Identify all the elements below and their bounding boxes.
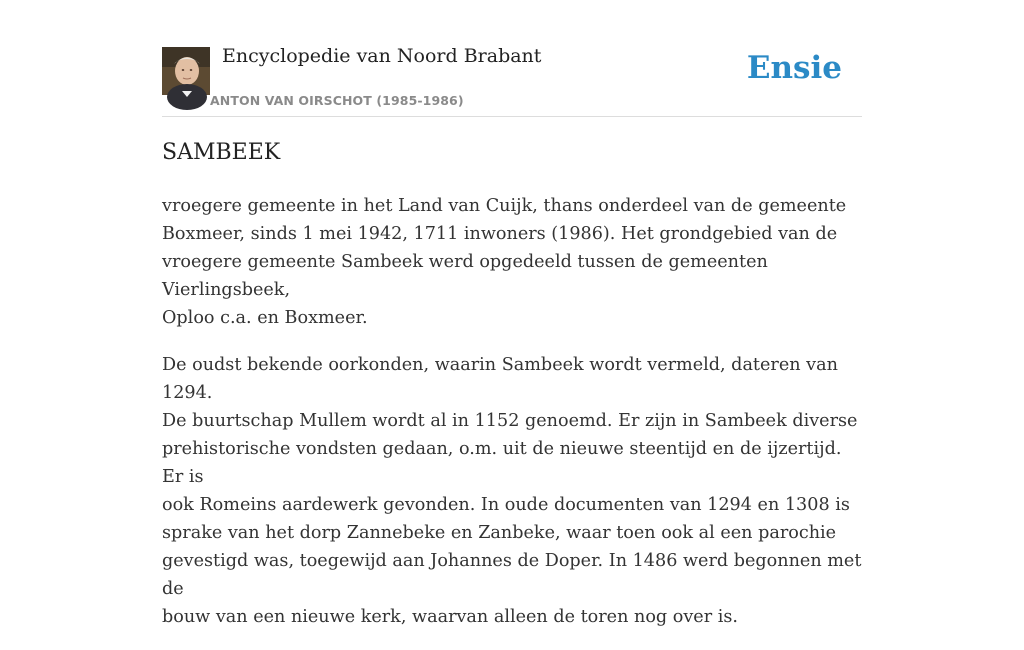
author-avatar[interactable] [162, 47, 210, 95]
paragraph: vroegere gemeente in het Land van Cuijk, thans onderdeel van de gemeente Boxmeer, sinds 1 mei 1942, 1711 inwoners (1986). Het grondgebied van de vroegere gemeente Sambeek werd opgedeeld tussen de gemeenten Vierlingsbeek, Oploo c.a. en Boxmeer. [162, 196, 847, 328]
author-name[interactable]: ANTON VAN OIRSCHOT (1985-1986) [210, 93, 464, 108]
book-title[interactable]: Encyclopedie van Noord Brabant [222, 45, 542, 67]
entry-title: SAMBEEK [162, 140, 281, 165]
entry-content [162, 192, 862, 650]
portrait-icon [162, 47, 210, 95]
paragraph: De oudst bekende oorkonden, waarin Sambeek wordt vermeld, dateren van 1294. De buurtschap Mullem wordt al in 1152 genoemd. Er zijn in Sambeek diverse prehistorische vondsten gedaan, o.m. uit de nieuwe steentijd en de ijzertijd. Er is ook Romeins aardewerk gevonden. In oude documenten van 1294 en 1308 is sprake van het dorp Zannebeke en Zanbeke, waar toen ook al een parochie gevestigd was, toegewijd aan Johannes de Doper. In 1486 werd begonnen met de bouw van een nieuwe kerk, waarvan alleen de toren nog over is. [162, 355, 862, 627]
header [162, 0, 862, 117]
ensie-logo[interactable]: Ensie [746, 50, 842, 86]
